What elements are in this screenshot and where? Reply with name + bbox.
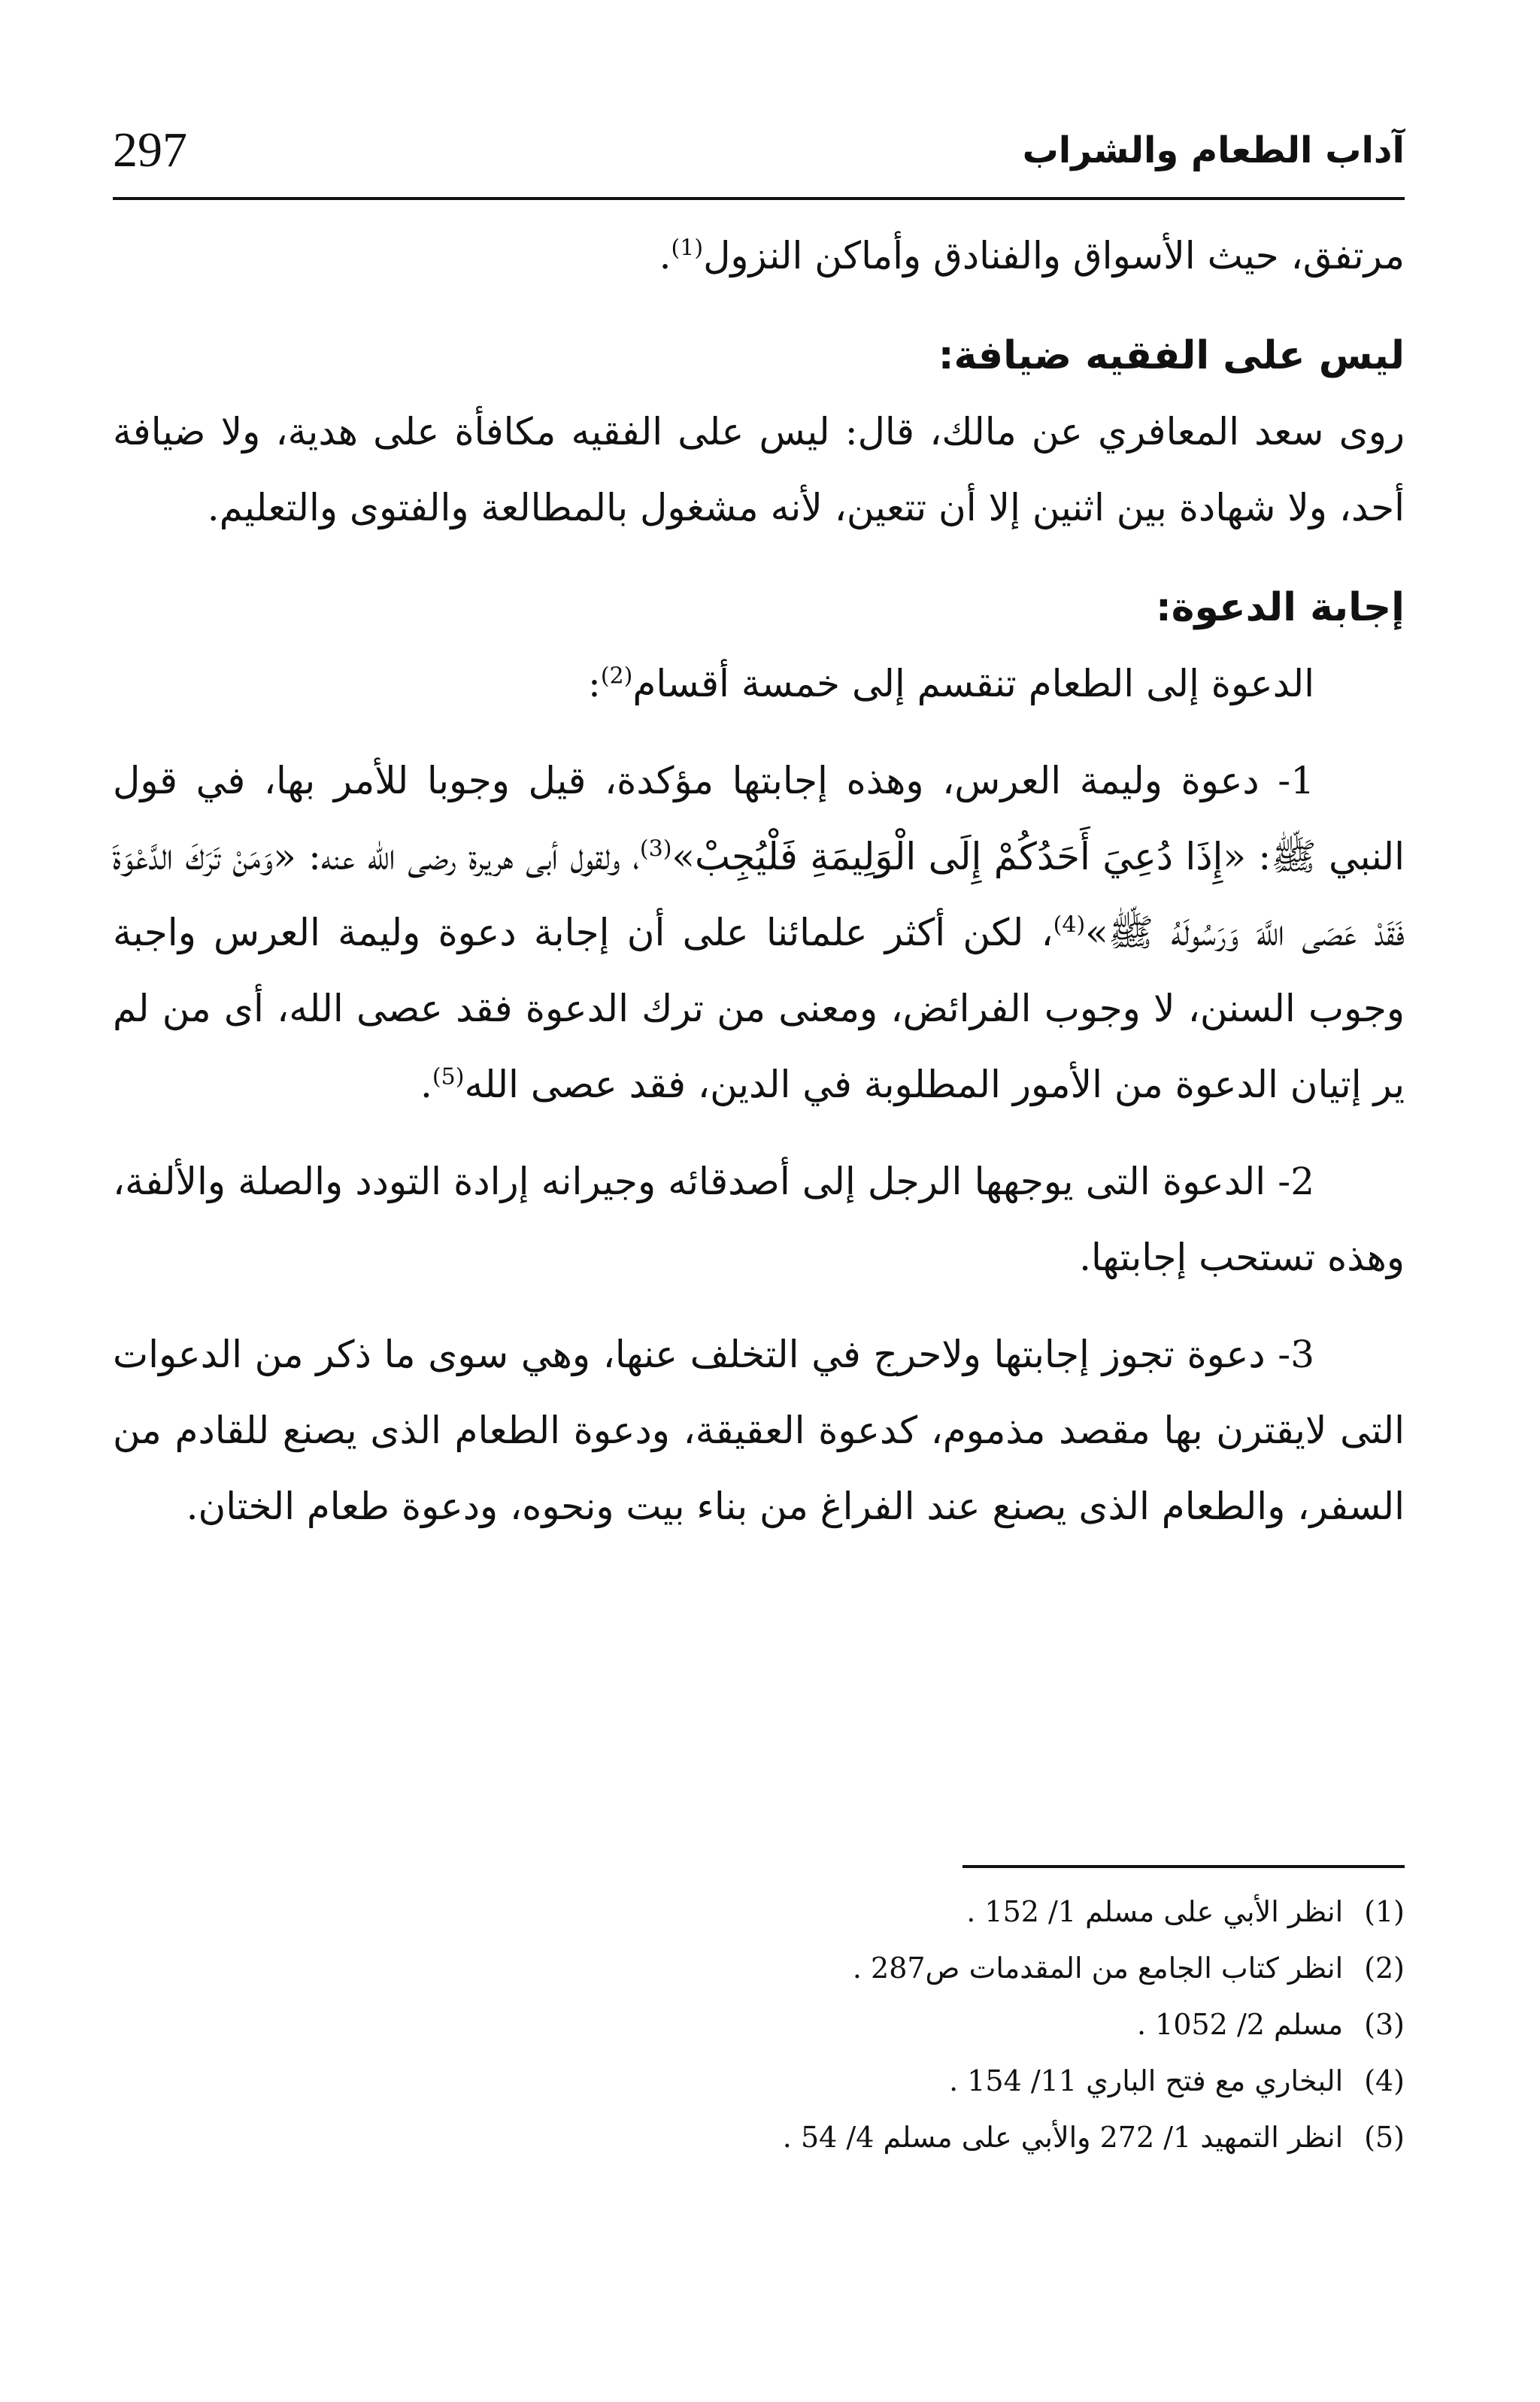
- footnote-ref-2[interactable]: (2): [600, 663, 633, 690]
- item1-part3: ، لكن أكثر علمائنا على أن إجابة دعوة وليمة العرس واجبة وجوب السنن، لا وجوب الفرائض، ومعنى من ترك الدعوة فقد عصى الله، أى من لم ير إتيان الدعوة من الأمور المطلوبة في الدين، فقد عصى الله: [113, 911, 1405, 1106]
- footnote-number: (5): [1364, 2121, 1405, 2154]
- continued-line: [113, 218, 1405, 294]
- header-rule: [113, 197, 1405, 200]
- footnote-text: انظر الأبي على مسلم 1/ 152 .: [966, 1895, 1344, 1928]
- footnote-item: [352, 1884, 1405, 1940]
- running-title: آداب الطعام والشراب: [1022, 129, 1405, 171]
- footnote-text: مسلم 2/ 1052 .: [1136, 2008, 1344, 2041]
- footnotes: [352, 1884, 1405, 2166]
- continued-end: .: [659, 234, 671, 278]
- footnote-text: البخاري مع فتح الباري 11/ 154 .: [949, 2064, 1344, 2097]
- paragraph-item-3: 3- دعوة تجوز إجابتها ولاحرج في التخلف عنها، وهي سوى ما ذكر من الدعوات التى لايقترن بها مقصد مذموم، كدعوة العقيقة، ودعوة الطعام الذى يصنع للقادم من السفر، والطعام الذى يصنع عند الفراغ من بناء بيت ونحوه، ودعوة طعام الختان.: [113, 1333, 1405, 1528]
- section-heading-jurist: ليس على الفقيه ضيافة:: [938, 333, 1405, 378]
- intro-text: الدعوة إلى الطعام تنقسم إلى خمسة أقسام: [632, 662, 1314, 705]
- footnote-item: [352, 2109, 1405, 2166]
- continued-text: مرتفق، حيث الأسواق والفنادق وأماكن النزول: [703, 234, 1405, 278]
- footnote-number: (2): [1364, 1952, 1405, 1985]
- item1-part2: ، ولقول أبى هريرة رضى الله عنه: «وَمَنْ تَرَكَ الدَّعْوَةَ فَقَدْ عَصَى اللَّهَ وَرَسُولَهُ ﷺ»: [113, 835, 1405, 954]
- intro-end: :: [587, 662, 601, 705]
- footnote-number: (4): [1364, 2064, 1405, 2097]
- paragraph-intro: [113, 646, 1405, 722]
- section-heading-invitation: إجابة الدعوة:: [1156, 585, 1405, 630]
- body-text: [113, 218, 1405, 1545]
- footnote-rule: [962, 1865, 1405, 1868]
- footnote-text: انظر كتاب الجامع من المقدمات ص287 .: [852, 1952, 1344, 1985]
- item1-end: .: [420, 1063, 432, 1106]
- paragraph-item-1: [113, 743, 1405, 1123]
- page-number: 297: [113, 123, 187, 177]
- footnote-text: انظر التمهيد 1/ 272 والأبي على مسلم 4/ 54 .: [782, 2121, 1344, 2154]
- footnote-ref-5[interactable]: (5): [432, 1063, 465, 1090]
- footnote-ref-3[interactable]: (3): [639, 836, 672, 863]
- footnote-ref-1[interactable]: (1): [671, 235, 704, 262]
- footnote-number: (1): [1364, 1895, 1405, 1928]
- paragraph-jurist: روى سعد المعافري عن مالك، قال: ليس على الفقيه مكافأة على هدية، ولا ضيافة أحد، ولا شهادة بين اثنين إلا أن تتعين، لأنه مشغول بالمطالعة والفتوى والتعليم.: [113, 410, 1405, 529]
- footnote-item: [352, 2053, 1405, 2109]
- footnote-item: [352, 1997, 1405, 2053]
- footnote-ref-4[interactable]: (4): [1053, 911, 1086, 939]
- running-header: [113, 113, 1405, 188]
- item1-part1: 1- دعوة وليمة العرس، وهذه إجابتها مؤكدة، قيل وجوبا للأمر بها، في قول النبي ﷺ: «إِذَا دُعِيَ أَحَدُكُمْ إِلَى الْوَلِيمَةِ فَلْيُجِبْ»: [113, 759, 1405, 878]
- footnote-number: (3): [1364, 2008, 1405, 2041]
- paragraph-item-2: 2- الدعوة التى يوجهها الرجل إلى أصدقائه وجيرانه إرادة التودد والصلة والألفة، وهذه تستحب إجابتها.: [113, 1160, 1405, 1279]
- footnote-item: [352, 1940, 1405, 1997]
